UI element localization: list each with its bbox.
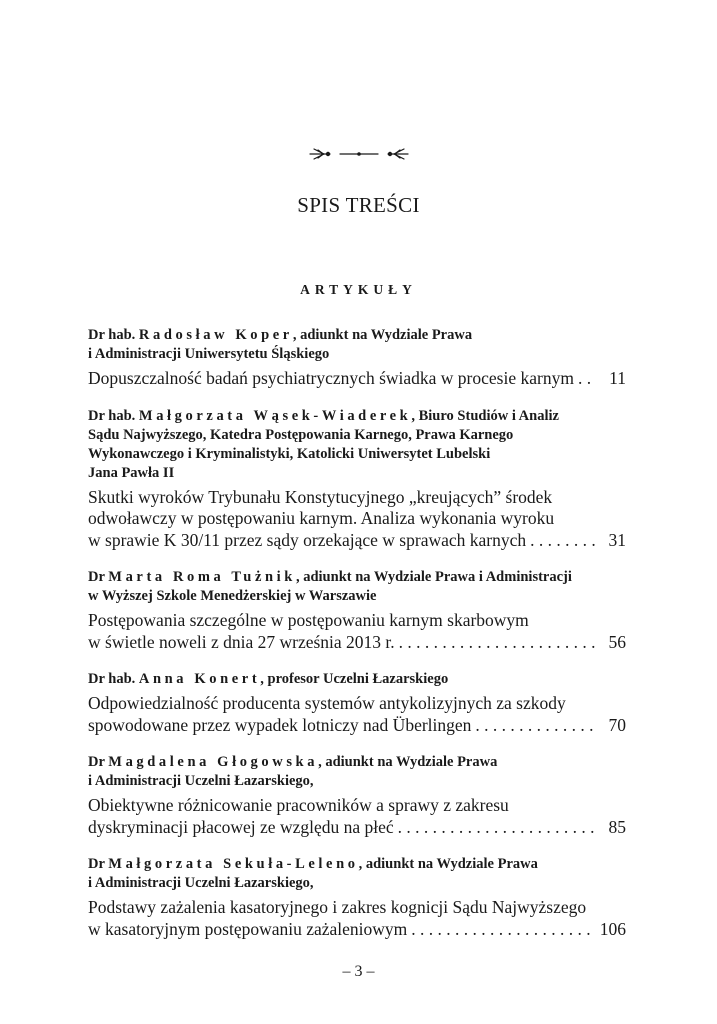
article-title — [88, 693, 626, 736]
author-affiliation: i Administracji Uniwersytetu Śląskiego — [88, 346, 330, 362]
article-title-final-line — [88, 368, 626, 390]
article-title-line: Postępowania szczególne w postępowaniu karnym skarbowym — [88, 610, 529, 630]
article-title — [88, 487, 626, 552]
page-ref: 106 — [599, 918, 626, 939]
article-title-line: w kasatoryjnym postępowaniu zażaleniowym — [88, 918, 408, 939]
author-name: Małgorzata Wąsek-Wiaderek — [138, 407, 412, 424]
author-affiliation: , adiunkt na Wydziale Prawa — [358, 856, 538, 872]
article-title-line: w świetle noweli z dnia 27 września 2013 r. — [88, 631, 395, 652]
author-affiliation: , profesor Uczelni Łazarskiego — [260, 671, 449, 687]
page-ref: 85 — [608, 816, 626, 837]
dot-leader — [475, 715, 596, 737]
article-title-line: Podstawy zażalenia kasatoryjnego i zakres kognicji Sądu Najwyższego — [88, 897, 587, 917]
dot-leader — [399, 632, 596, 654]
article-title — [88, 795, 626, 838]
toc-entry — [88, 670, 626, 736]
author-name: Radosław Koper — [138, 327, 293, 343]
dot-leader — [578, 368, 596, 390]
toc-author — [88, 326, 626, 364]
article-title-line: odwoławczy w postępowaniu karnym. Analiza wykonania wyroku — [88, 508, 555, 528]
article-title — [88, 897, 626, 940]
article-title-final-line — [88, 817, 626, 839]
toc-author — [88, 568, 626, 606]
author-affiliation: , adiunkt na Wydziale Prawa — [292, 327, 473, 343]
page-ref: 70 — [608, 714, 626, 735]
author-degree: Dr — [88, 754, 109, 770]
page-ref: 11 — [609, 368, 626, 388]
section-heading: ARTYKUŁY — [300, 282, 417, 297]
article-title-line: dyskryminacji płacowej ze względu na płeć — [88, 816, 394, 837]
article-title-final-line — [88, 530, 626, 552]
author-degree: Dr — [88, 856, 109, 872]
fleuron-divider-icon — [0, 144, 717, 169]
author-degree: Dr — [88, 569, 109, 585]
toc-entry — [88, 568, 626, 653]
article-title-final-line — [88, 919, 626, 941]
author-affiliation: , adiunkt na Wydziale Prawa i Administracji — [295, 569, 572, 585]
author-affiliation: Sądu Najwyższego, Katedra Postępowania Karnego, Prawa Karnego — [88, 426, 514, 443]
dot-leader — [398, 817, 596, 839]
toc-author — [88, 855, 626, 893]
article-title — [88, 368, 626, 390]
page-number: – 3 – — [342, 963, 375, 980]
article-title-final-line — [88, 715, 626, 737]
toc-list — [88, 326, 626, 957]
author-affiliation: Wykonawczego i Kryminalistyki, Katolicki Uniwersytet Lubelski — [88, 445, 491, 462]
toc-author — [88, 753, 626, 791]
page-title: SPIS TREŚCI — [297, 193, 420, 217]
dot-leader — [411, 919, 595, 941]
dot-leader — [530, 530, 596, 552]
toc-entry — [88, 407, 626, 552]
toc-entry — [88, 855, 626, 940]
author-name: Małgorzata Sekuła-Leleno — [108, 856, 359, 872]
article-title-line: Obiektywne różnicowanie pracowników a sprawy z zakresu — [88, 795, 509, 815]
article-title-final-line — [88, 632, 626, 654]
author-degree: Dr hab. — [88, 407, 139, 424]
article-title-line: w sprawie K 30/11 przez sądy orzekające w sprawach karnych — [88, 529, 527, 550]
article-title-line: Skutki wyroków Trybunału Konstytucyjnego „kreujących” środek — [88, 486, 553, 507]
author-affiliation: Jana Pawła II — [88, 464, 175, 481]
toc-entry — [88, 753, 626, 838]
toc-author — [88, 670, 626, 689]
article-title — [88, 610, 626, 653]
author-affiliation: , Biuro Studiów i Analiz — [411, 407, 559, 424]
page-ref: 31 — [608, 529, 626, 550]
toc-entry — [88, 326, 626, 390]
author-degree: Dr hab. — [88, 671, 139, 687]
author-name: Magdalena Głogowska — [108, 754, 319, 770]
author-affiliation: i Administracji Uczelni Łazarskiego, — [88, 773, 314, 789]
page-ref: 56 — [608, 631, 626, 652]
article-title-line: spowodowane przez wypadek lotniczy nad Überlingen — [88, 714, 472, 735]
author-affiliation: , adiunkt na Wydziale Prawa — [318, 754, 498, 770]
author-name: Anna Konert — [138, 671, 261, 687]
author-affiliation: w Wyższej Szkole Menedżerskiej w Warszawie — [88, 588, 377, 604]
author-name: Marta Roma Tużnik — [108, 569, 296, 585]
article-title-line: Dopuszczalność badań psychiatrycznych świadka w procesie karnym — [88, 368, 574, 388]
author-affiliation: i Administracji Uczelni Łazarskiego, — [88, 875, 314, 891]
author-degree: Dr hab. — [88, 327, 139, 343]
toc-author — [88, 407, 626, 483]
article-title-line: Odpowiedzialność producenta systemów antykolizyjnych za szkody — [88, 693, 566, 713]
